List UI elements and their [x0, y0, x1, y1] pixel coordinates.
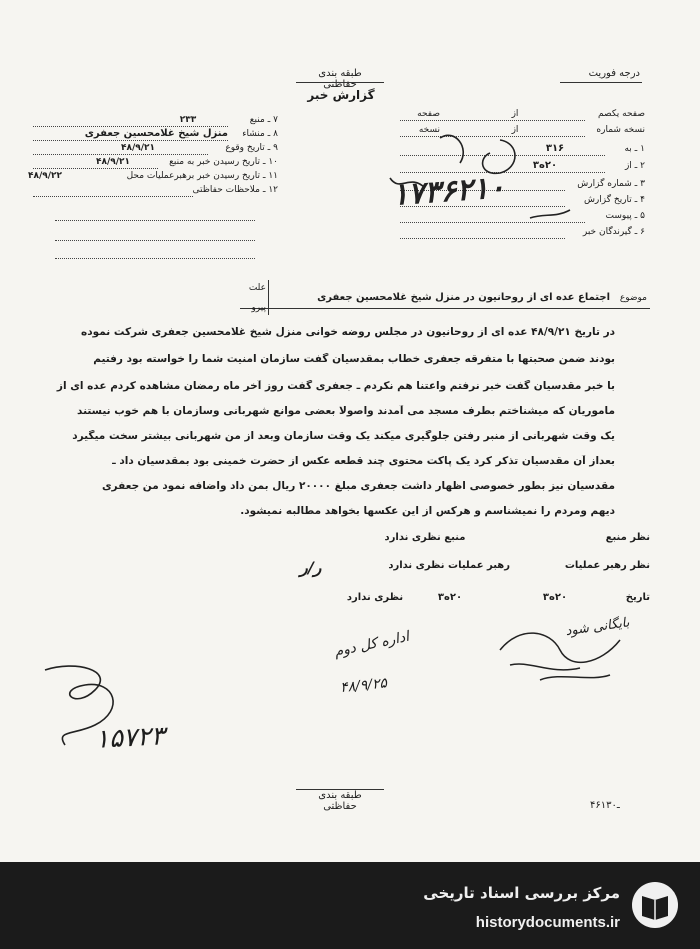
left-blank-line-1 [55, 220, 255, 221]
classification-bottom-underline [296, 789, 384, 790]
field-arrival-source-value: ۴۸/۹/۲۱ [95, 157, 131, 167]
urgency-underline [560, 82, 642, 83]
office-date: ۴۸/۹/۲۵ [339, 675, 388, 697]
urgency-label: درجه فوریت [588, 68, 640, 79]
date-label: تاریخ [625, 592, 650, 603]
leader-opinion-label: نظر رهبر عملیات [564, 560, 650, 571]
left-blank-line-2 [55, 240, 255, 241]
logo-text-fa: مرکز بررسی اسناد تاریخی [423, 884, 620, 902]
field-arrival-leader-value: ۴۸/۹/۲۲ [28, 171, 63, 181]
subject-action-divider [268, 280, 269, 315]
logo-text-en: historydocuments.ir [475, 914, 620, 931]
left-scribble-icon [35, 650, 155, 750]
leader-opinion-initial: ﺭ/ﺭ [300, 558, 322, 577]
field-arrival-source-label: ۱۰ ـ تاریخ رسیدن خبر به منبع [169, 157, 278, 167]
field-source-value: ۲۳۳ [179, 115, 197, 125]
field-to-value: ۳۱۶ [545, 143, 565, 154]
classification-bottom: طبقه بندی حفاظتی [318, 790, 362, 812]
field-page-end: صفحه [417, 109, 440, 119]
left-blank-line-3 [55, 258, 255, 259]
field-security-dots [33, 196, 193, 197]
classification-top-underline [296, 82, 384, 83]
field-from-value: ۲۰ه۳ [532, 160, 558, 171]
field-from-label: ۲ ـ از [624, 161, 645, 171]
field-date-label: ۹ ـ تاریخ وقوع [225, 143, 278, 153]
left-handwritten-number: ۱۵۷۲۳ [94, 721, 166, 755]
field-page-mid: از [511, 109, 519, 119]
no-comment-text: نظری ندارد [346, 592, 404, 603]
field-date-value: ۴۸/۹/۲۱ [120, 143, 156, 153]
subject-text: اجتماع عده ای از روحانیون در منزل شیخ غلامحسین جعفری [317, 292, 610, 303]
source-opinion-label: نظر منبع [605, 532, 650, 543]
field-to-label: ۱ ـ به [624, 144, 645, 154]
leader-opinion-value: رهبر عملیات نظری ندارد [388, 560, 510, 571]
doc-code: ۴۶ـ۱۳۰ [590, 800, 620, 811]
office-note: اداره کل دوم [332, 628, 411, 661]
field-origin-value: منزل شیخ غلامحسین جعفری [84, 128, 228, 139]
body-line-2: بودند ضمن صحبتها با متفرقه جعفری خطاب بمقدسیان گفت سازمان امنیت شما را خواسته بود رفتیم [93, 353, 615, 365]
field-recipients-label: ۶ ـ گیرندگان خبر [582, 227, 645, 237]
field-source-label: ۷ ـ منبع [249, 115, 278, 125]
field-page-label: صفحه یکصم [598, 109, 645, 119]
field-report-date-label: ۴ ـ تاریخ گزارش [583, 195, 645, 205]
handwritten-scribble-icon [380, 118, 600, 228]
field-copy-end: نسخه [418, 125, 440, 135]
field-security-label: ۱۲ ـ ملاحظات حفاظتی [192, 185, 278, 195]
watermark-bar [0, 862, 700, 949]
body-line-6: بعداز آن مقدسیان تذکر کرد یک پاکت محتوی چند قطعه عکس از حضرت خمینی بود بمقدسیان داد ـ [112, 455, 615, 467]
date-value-2: ۲۰ه۳ [437, 592, 463, 603]
subject-label: موضوع [619, 293, 647, 303]
logo-book-icon [630, 880, 680, 930]
subject-action-label: علت [248, 283, 266, 293]
report-title: گزارش خبر [307, 88, 375, 102]
body-line-3: با خبر مقدسیان گفت خبر نرفتم واعتنا هم نکردم ـ جعفری گفت روز آخر ماه رمضان مشاهده کردم عده ای از [56, 380, 615, 392]
field-copy-mid: از [511, 125, 519, 135]
field-report-number-label: ۳ ـ شماره گزارش [577, 179, 645, 189]
field-recipients-dots [400, 238, 565, 239]
signature-note: بایگانی شود [564, 615, 631, 640]
classification-top: طبقه بندی حفاظتی [318, 68, 362, 90]
body-line-7: مقدسیان نیز بطور خصوصی اظهار داشت جعفری مبلغ ۲۰۰۰۰ ریال بمن داد واضافه نمود من جعفری [101, 480, 615, 492]
stamp-number: ۱۷۳۶۲۱۰ [390, 170, 506, 213]
subject-underline [240, 308, 650, 309]
source-opinion-value: منبع نظری ندارد [384, 532, 466, 543]
body-line-8: دیهم ومردم را نمیشناسم و هرکس از این عکسها بخواهد مطالبه نمیشود. [240, 505, 615, 517]
body-line-4: ماموریان که میشناختم بطرف مسجد می آمدند واصولا بعضی موانع شهربانی وسازمان با هم خوب نیستند [77, 405, 615, 417]
field-copy-label: نسخه شماره [596, 125, 645, 135]
signature-icon [480, 620, 640, 690]
date-value-1: ۲۰ه۳ [542, 592, 568, 603]
body-line-1: در تاریخ ۴۸/۹/۲۱ عده ای از روحانیون در مجلس روضه خوانی منزل شیخ غلامحسین جعفری شرکت نموده [81, 326, 615, 338]
subject-action-sub: پیرو [251, 303, 266, 313]
field-arrival-leader-label: ۱۱ ـ تاریخ رسیدن خبر برهبرعملیات محل [126, 171, 278, 181]
field-attachment-label: ۵ ـ پیوست [605, 211, 645, 221]
left-fields-block [28, 113, 278, 213]
field-origin-label: ۸ ـ منشاء [242, 129, 278, 139]
body-line-5: یک وقت شهربانی از منبر رفتن جلوگیری میکند یک وقت سازمان وبعد از من شهربانی بیشتر سخت میگیرد [72, 430, 615, 442]
